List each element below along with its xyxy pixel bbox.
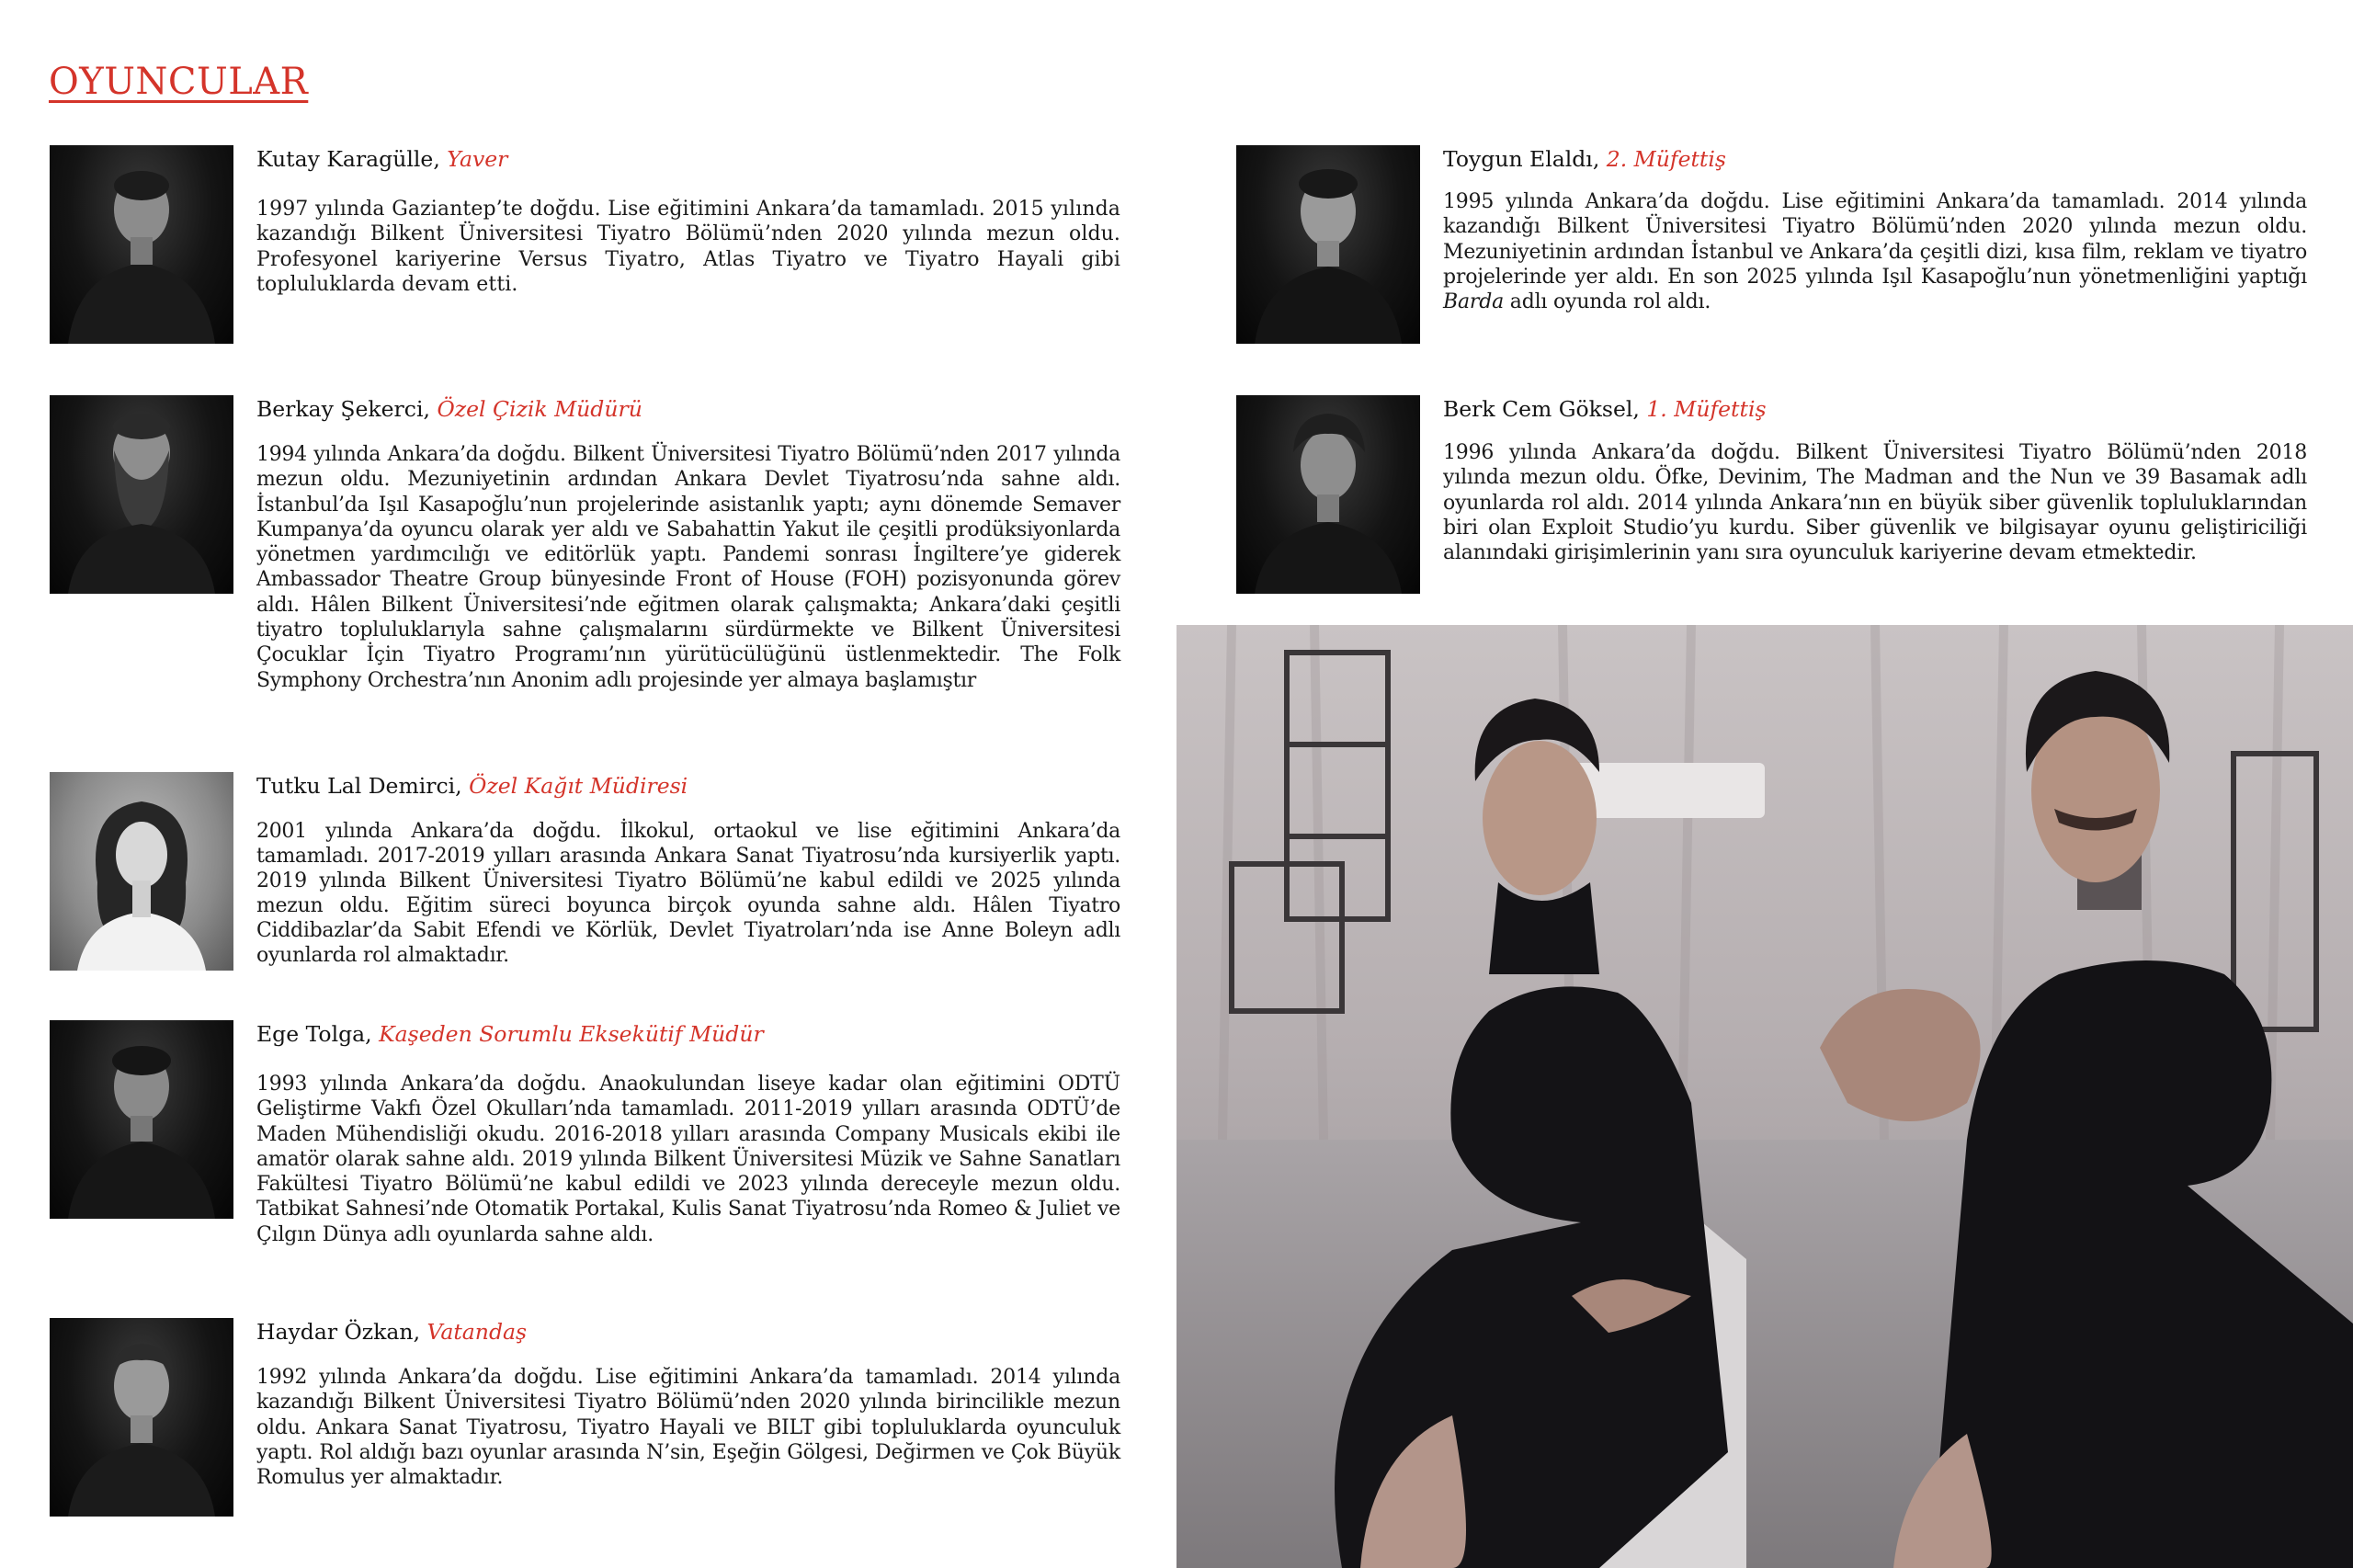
actor-name: Haydar Özkan: [256, 1319, 414, 1345]
portrait-silhouette-icon: [1236, 395, 1420, 594]
actor-photo: [50, 1318, 233, 1517]
actor-name-line: Berk Cem Göksel, 1. Müfettiş: [1443, 396, 1767, 422]
portrait-silhouette-icon: [50, 145, 233, 344]
portrait-silhouette-icon: [50, 772, 233, 971]
actor-name: Kutay Karagülle: [256, 146, 434, 172]
actor-name: Toygun Elaldı: [1443, 146, 1593, 172]
actor-role: Özel Çizik Müdürü: [437, 396, 642, 422]
actor-role: Yaver: [447, 146, 508, 172]
actor-bio: 1993 yılında Ankara’da doğdu. Anaokulundan liseye kadar olan eğitimini ODTÜ Geliştirme Vakfı Özel Okulları’nda tamamladı. 2011-2019 yılları arasında ODTÜ’de Maden Mühendisliği okudu. 2016-2018 yılları arasında Company Musicals ekibi ile amatör olarak sahne aldı. 2019 yılında Bilkent Üniversitesi Müzik ve Sahne Sanatları Fakültesi Tiyatro Bölümü’ne kabul edildi ve 2023 yılında dereceyle mezun oldu. Tatbikat Sahnesi’nde Otomatik Portakal, Kulis Sanat Tiyatrosu’nda Romeo & Juliet ve Çılgın Dünya adlı oyunlarda sahne aldı.: [256, 1073, 1120, 1246]
actor-bio-play-title: Barda: [1443, 290, 1504, 314]
actor-bio: 2001 yılında Ankara’da doğdu. İlkokul, ortaokul ve lise eğitimini Ankara’da tamamladı. 2017-2019 yılları arasında Ankara Sanat Tiyatrosu’nda kursiyerlik yaptı. 2019 yılında Bilkent Üniversitesi Tiyatro Bölümü’ne kabul edildi ve 2025 yılında mezun oldu. Eğitim süreci boyunca birçok oyunda sahne aldı. Hâlen Tiyatro Ciddibazlar’da Sabit Efendi ve Körlük, Devlet Tiyatroları’nda ise Anne Boleyn adlı oyunlarda rol almaktadır.: [256, 820, 1120, 967]
actor-photo: [50, 1020, 233, 1219]
actor-photo: [50, 145, 233, 344]
actor-photo: [50, 395, 233, 594]
actor-photo: [50, 772, 233, 971]
portrait-silhouette-icon: [50, 1318, 233, 1517]
actor-name-line: Berkay Şekerci, Özel Çizik Müdürü: [256, 396, 642, 422]
actor-name-line: Tutku Lal Demirci, Özel Kağıt Müdiresi: [256, 773, 688, 799]
actor-name: Ege Tolga: [256, 1021, 366, 1047]
actor-name-line: Ege Tolga, Kaşeden Sorumlu Eksekütif Müdür: [256, 1021, 764, 1047]
actor-bio: 1997 yılında Gaziantep’te doğdu. Lise eğitimini Ankara’da tamamladı. 2015 yılında kazandığı Bilkent Üniversitesi Tiyatro Bölümü’nden 2020 yılında mezun oldu. Profesyonel kariyerine Versus Tiyatro, Atlas Tiyatro ve Tiyatro Hayali gibi topluluklarda devam etti.: [256, 198, 1120, 296]
actor-bio-text: adlı oyunda rol aldı.: [1504, 290, 1711, 314]
actor-name: Berkay Şekerci: [256, 396, 424, 422]
portrait-silhouette-icon: [1236, 145, 1420, 344]
actor-photo: [1236, 145, 1420, 344]
actor-role: Vatandaş: [426, 1319, 528, 1345]
actor-bio: 1994 yılında Ankara’da doğdu. Bilkent Üniversitesi Tiyatro Bölümü’nden 2017 yılında mezun oldu. Mezuniyetinin ardından Ankara Devlet Tiyatrosu’nda sahne aldı. İstanbul’da Işıl Kasapoğlu’nun projelerinde asistanlık yaptı; aynı dönemde Semaver Kumpanya’da oyuncu olarak yer aldı ve Sabahattin Yakut ile çeşitli prodüksiyonlarda yönetmen yardımcılığı ve editörlük yaptı. Pandemi sonrası İngiltere’ye giderek Ambassador Theatre Group bünyesinde Front of House (FOH) pozisyonunda görev aldı. Hâlen Bilkent Üniversitesi’nde eğitmen olarak çalışmakta; Ankara’daki çeşitli tiyatro topluluklarıyla sahne çalışmalarını sürdürmekte ve Bilkent Üniversitesi Çocuklar İçin Tiyatro Programı’nın yürütücülüğünü üstlenmektedir. The Folk Symphony Orchestra’nın Anonim adlı projesinde yer almaya başlamıştır: [256, 443, 1120, 692]
portrait-silhouette-icon: [50, 395, 233, 594]
actor-bio: 1996 yılında Ankara’da doğdu. Bilkent Üniversitesi Tiyatro Bölümü’nden 2018 yılında mezun oldu. Öfke, Devinim, The Madman and the Nun ve 39 Basamak adlı oyunlarda rol aldı. 2014 yılında Ankara’nın en büyük siber güvenlik topluluklarından biri olan Exploit Studio’yu kurdu. Siber güvenlik ve bilgisayar oyunu geliştiriciliği alanındaki girişimlerinin yanı sıra oyunculuk kariyerine devam etmektedir.: [1443, 441, 2307, 565]
actor-name-line: Toygun Elaldı, 2. Müfettiş: [1443, 146, 1726, 172]
actor-photo: [1236, 395, 1420, 594]
page-title: OYUNCULAR: [49, 61, 309, 103]
actor-name: Berk Cem Göksel: [1443, 396, 1633, 422]
actor-role: Kaşeden Sorumlu Eksekütif Müdür: [379, 1021, 764, 1047]
actor-name-line: Kutay Karagülle, Yaver: [256, 146, 508, 172]
actor-role: 2. Müfettiş: [1606, 146, 1726, 172]
actor-bio: [1443, 189, 2307, 314]
actor-role: Özel Kağıt Müdiresi: [469, 773, 688, 799]
actor-bio: 1992 yılında Ankara’da doğdu. Lise eğitimini Ankara’da tamamladı. 2014 yılında kazandığı Bilkent Üniversitesi Tiyatro Bölümü’nden 2020 yılında birincilikle mezun oldu. Ankara Sanat Tiyatrosu, Tiyatro Hayali ve BILT gibi topluluklarda oyunculuk yaptı. Rol aldığı bazı oyunlar arasında N’sin, Eşeğin Gölgesi, Değirmen ve Çok Büyük Romulus yer almaktadır.: [256, 1366, 1120, 1490]
stage-scene-icon: [1176, 625, 2353, 1568]
actor-name: Tutku Lal Demirci: [256, 773, 456, 799]
stage-photo: [1176, 625, 2353, 1568]
portrait-silhouette-icon: [50, 1020, 233, 1219]
actor-bio-text: 1995 yılında Ankara’da doğdu. Lise eğitimini Ankara’da tamamladı. 2014 yılında kazandığı Bilkent Üniversitesi Tiyatro Bölümü’nden 2020 yılında mezun oldu. Mezuniyetinin ardından İstanbul ve Ankara’da çeşitli dizi, kısa film, reklam ve tiyatro projelerinde yer aldı. En son 2025 yılında Işıl Kasapoğlu’nun yönetmenliğini yaptığı: [1443, 190, 2307, 289]
actor-role: 1. Müfettiş: [1646, 396, 1767, 422]
actor-name-line: Haydar Özkan, Vatandaş: [256, 1319, 528, 1345]
